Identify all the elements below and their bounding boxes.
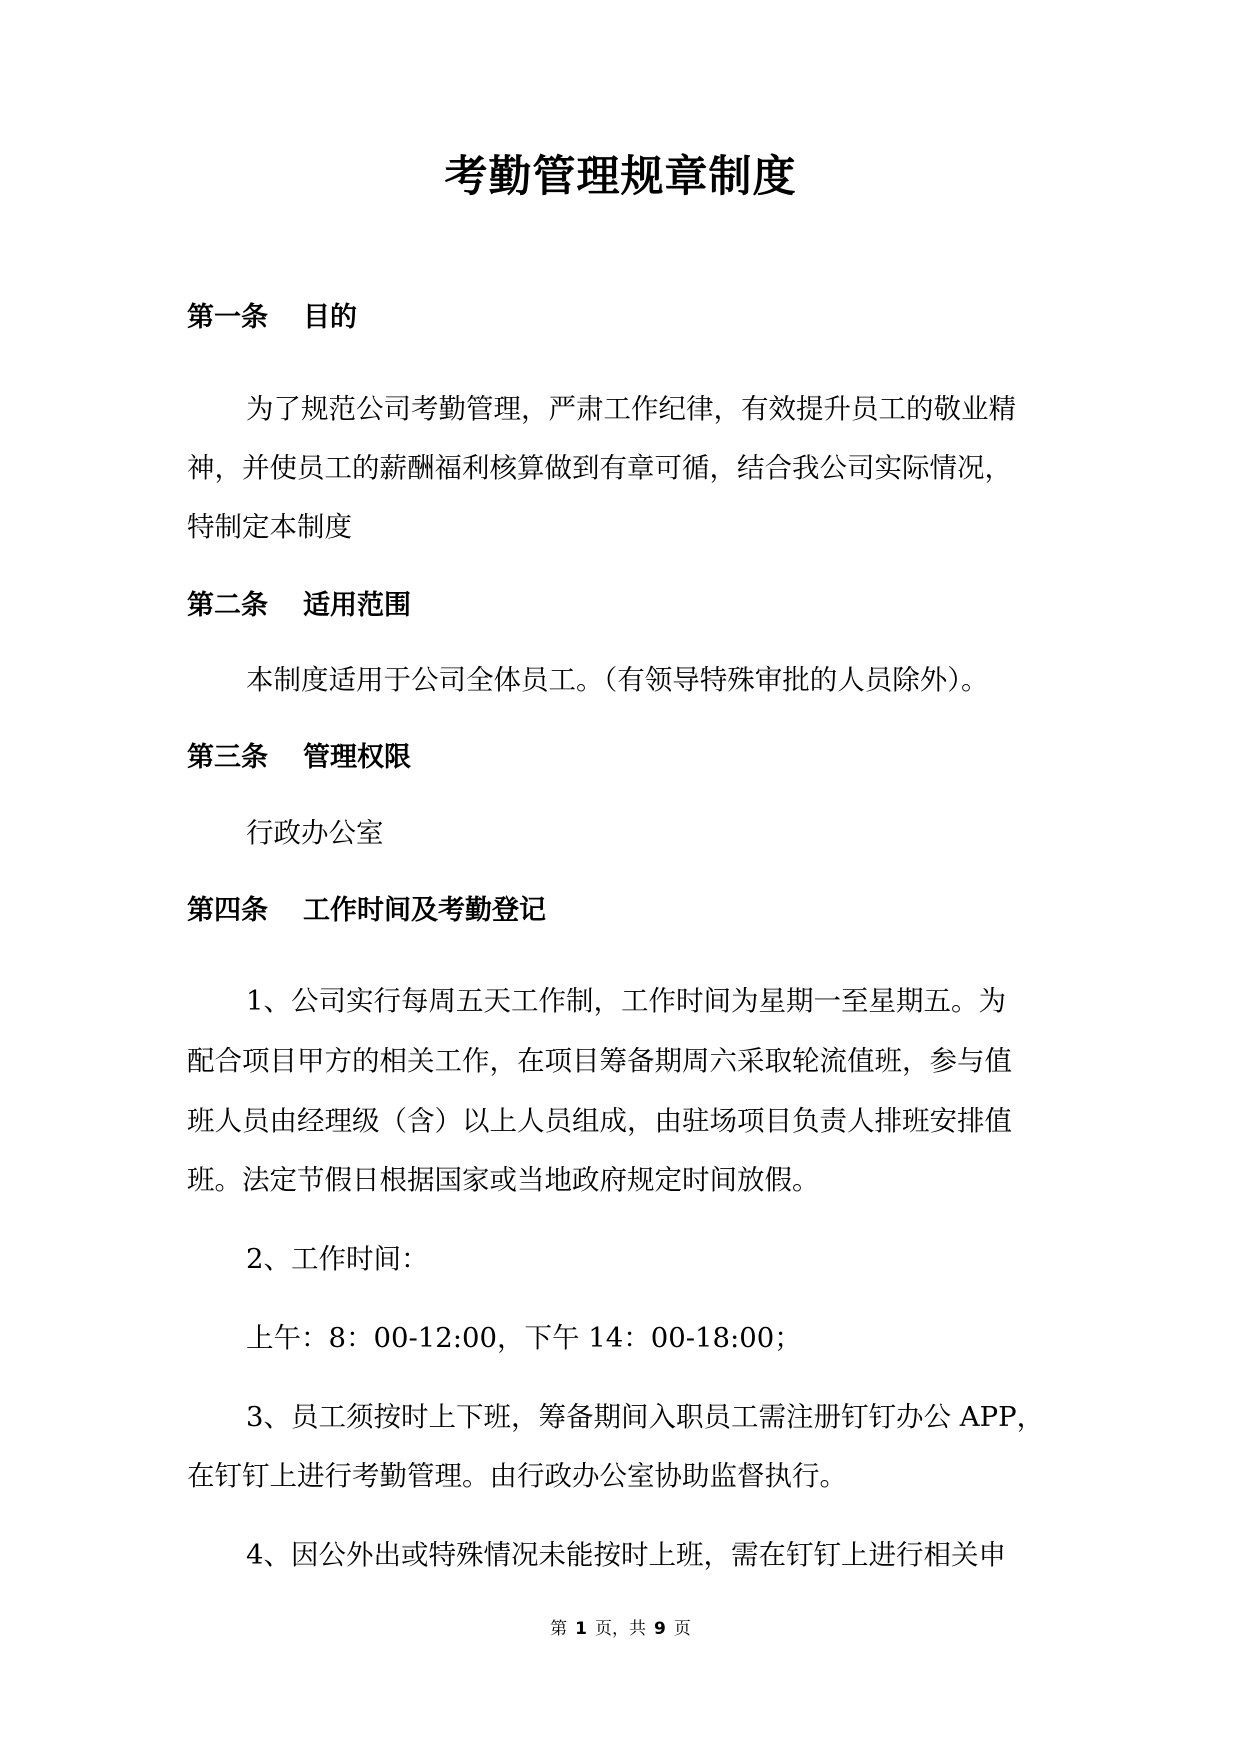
section-3-heading — [187, 738, 411, 778]
footer-suffix: 页 — [673, 1619, 691, 1639]
footer-prefix: 第 — [550, 1619, 568, 1639]
footer-total-pages: 9 — [654, 1619, 666, 1639]
section-4-title: 工作时间及考勤登记 — [303, 895, 546, 926]
section-1-line-1: 为了规范公司考勤管理，严肃工作纪律，有效提升员工的敬业精 — [246, 393, 1016, 425]
section-4-line-1: 1、公司实行每周五天工作制，工作时间为星期一至星期五。为 — [246, 985, 1006, 1017]
section-4-line-4: 班。法定节假日根据国家或当地政府规定时间放假。 — [187, 1164, 820, 1196]
section-1-line-2: 神，并使员工的薪酬福利核算做到有章可循，结合我公司实际情况， — [187, 452, 1012, 484]
section-4-line-9: 4、因公外出或特殊情况未能按时上班，需在钉钉上进行相关申 — [246, 1539, 1006, 1571]
section-4-line-6: 上午：8：00-12:00，下午 14：00-18:00； — [246, 1322, 802, 1354]
section-4-heading — [187, 891, 546, 931]
section-3-title: 管理权限 — [303, 742, 411, 773]
section-4-line-3: 班人员由经理级（含）以上人员组成，由驻场项目负责人排班安排值 — [187, 1105, 1012, 1137]
section-2-heading — [187, 586, 411, 626]
section-2-title: 适用范围 — [303, 590, 411, 621]
section-4-line-2: 配合项目甲方的相关工作，在项目筹备期周六采取轮流值班，参与值 — [187, 1045, 1012, 1077]
section-2-line-1: 本制度适用于公司全体员工。（有领导特殊审批的人员除外）。 — [246, 664, 989, 696]
section-1-number: 第一条 — [187, 302, 268, 333]
section-4-number: 第四条 — [187, 895, 268, 926]
section-4-line-5: 2、工作时间： — [246, 1243, 429, 1275]
section-4-line-7: 3、员工须按时上下班，筹备期间入职员工需注册钉钉办公 APP， — [246, 1401, 1045, 1433]
section-1-heading — [187, 298, 357, 338]
section-3-line-1: 行政办公室 — [246, 817, 384, 849]
section-1-line-3: 特制定本制度 — [187, 511, 352, 543]
section-2-number: 第二条 — [187, 590, 268, 621]
section-4-line-8: 在钉钉上进行考勤管理。由行政办公室协助监督执行。 — [187, 1460, 847, 1492]
footer-current-page: 1 — [575, 1619, 587, 1639]
section-3-number: 第三条 — [187, 742, 268, 773]
section-1-title: 目的 — [303, 302, 357, 333]
page-footer — [0, 1617, 1241, 1641]
footer-middle: 页，共 — [595, 1619, 646, 1639]
document-title: 考勤管理规章制度 — [444, 152, 797, 202]
